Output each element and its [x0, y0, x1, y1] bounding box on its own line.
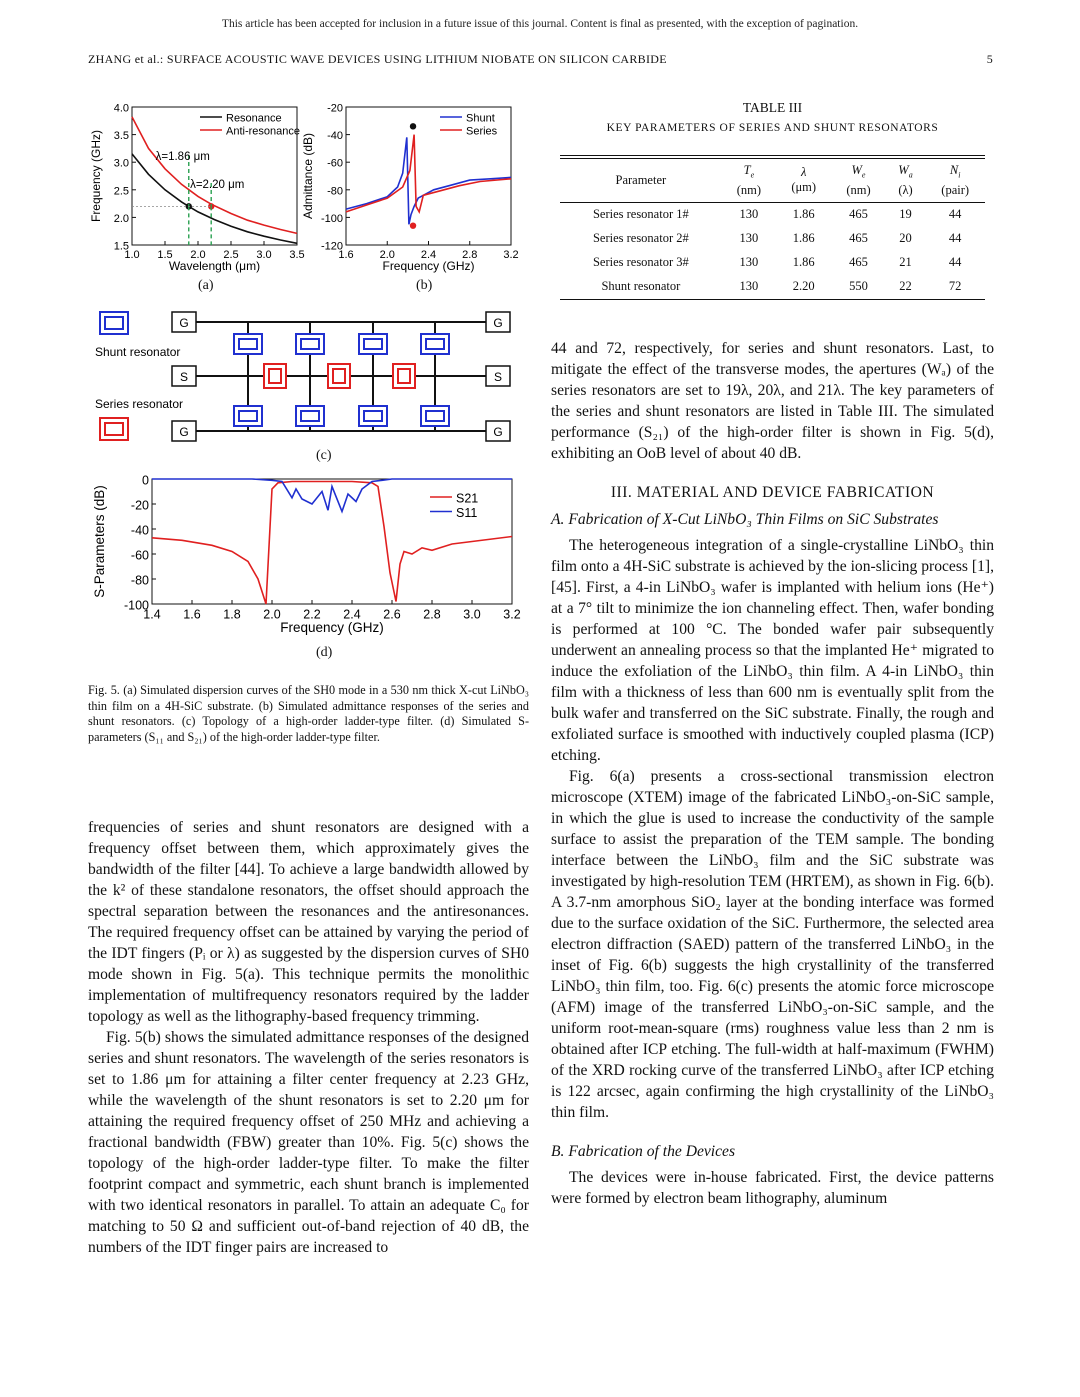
- left-column-body: [88, 817, 529, 1258]
- y-tick-label: 3.5: [113, 130, 129, 143]
- y-tick-label: 3.0: [113, 157, 129, 170]
- y-tick-label: 2.0: [113, 212, 129, 225]
- x-tick-label: 2.6: [383, 607, 401, 622]
- table3: [560, 155, 985, 300]
- series-resonator-3: [393, 364, 415, 388]
- series-line-series: [346, 135, 511, 212]
- shunt-resonator-legend-icon: [100, 312, 128, 334]
- x-tick-label: 1.8: [223, 607, 241, 622]
- series-resonator-2: [328, 364, 350, 388]
- page-number: 5: [986, 52, 993, 66]
- pad-g-bottom-left: [172, 421, 196, 441]
- figure5c-ladder-topology: [88, 300, 528, 468]
- x-tick-label: 1.5: [157, 249, 173, 261]
- table-row: Series resonator 1# 130 1.86 465 19 44: [592, 207, 962, 221]
- x-tick-label: 3.2: [503, 249, 519, 261]
- x-tick-label: 2.2: [303, 607, 321, 622]
- shunt-resonator-1-lower: [234, 406, 262, 426]
- table3-header-lambda: λ (μm): [791, 165, 817, 195]
- table3-header-we: $W_e$ (nm): [846, 163, 871, 197]
- legend-entry: Shunt: [466, 112, 495, 125]
- figure5d-sparameter-chart: [88, 465, 528, 645]
- legend-entry: Series: [466, 125, 498, 138]
- shunt-resonator-1-upper: [234, 334, 262, 354]
- x-tick-label: 3.2: [503, 607, 521, 622]
- y-tick-label: -120: [320, 240, 343, 253]
- figure5b-label: (b): [416, 278, 433, 293]
- y-tick-label: -100: [123, 598, 149, 613]
- x-tick-label: 2.0: [263, 607, 281, 622]
- y-tick-label: -80: [327, 185, 343, 198]
- legend-entry: S11: [456, 505, 478, 520]
- table-row: Series resonator 2# 130 1.86 465 20 44: [592, 231, 962, 245]
- shunt-resonator-3-upper: [359, 334, 387, 354]
- shunt-resonator-label: Shunt resonator: [95, 345, 181, 359]
- svg-text:S: S: [179, 370, 189, 384]
- svg-text:G: G: [493, 425, 503, 439]
- series-resonators: [264, 364, 415, 388]
- right-column-body: [551, 338, 994, 1209]
- svg-text:G: G: [179, 425, 189, 439]
- y-tick-label: -60: [327, 157, 343, 170]
- series-resonator-1: [264, 364, 286, 388]
- legend-entry: S21: [456, 491, 479, 506]
- y-tick-label: 4.0: [113, 102, 129, 115]
- shunt-resonator-4-lower: [421, 406, 449, 426]
- svg-text:S: S: [493, 370, 503, 384]
- x-tick-label: 3.0: [256, 249, 272, 261]
- table-row: Shunt resonator 130 2.20 550 22 72: [601, 279, 962, 293]
- y-tick-label: -20: [130, 498, 149, 513]
- figure5a-dispersion-chart: [88, 95, 310, 295]
- right-paragraph-2: The heterogeneous integration of a single-crystalline LiNbO₃ thin film onto a 4H-SiC substrate is achieved by the ion-slicing process [1], [45]. First, a 4-in LiNbO₃ wafer is implanted with helium ions (He⁺) at a 7° tilt to minimize the ion channeling effect. Then, wafer bonding is performed at 100 °C. The bonded wafer pair subsequently underwent an annealing process so that the implanted He⁺ migrated to induce the exfoliation of the LiNbO₃ thin film. A 4-in LiNbO₃ thin film with a thickness of less than 600 nm is eventually split from the bulk wafer and transferred on the SiC substrate. Finally, the rough and exfoliated surface is smoothed with inductively coupled plasma (ICP) etching.: [551, 537, 994, 764]
- pad-s-left: [172, 366, 196, 386]
- y-tick-label: -40: [130, 523, 149, 538]
- table3-subtitle: KEY PARAMETERS OF SERIES AND SHUNT RESONATORS: [606, 122, 939, 134]
- table3-header-wa: $W_a$ (λ): [898, 163, 913, 197]
- section-heading: III. MATERIAL AND DEVICE FABRICATION: [610, 484, 935, 501]
- y-axis-label: S-Parameters (dB): [92, 485, 107, 598]
- figure5c-label: (c): [316, 448, 332, 463]
- table3-header-parameter: Parameter: [615, 172, 667, 187]
- data-marker: [410, 222, 416, 228]
- series-resonator-legend-icon: [100, 418, 128, 440]
- figure5b-admittance-chart: [300, 95, 525, 295]
- x-tick-label: 1.6: [183, 607, 201, 622]
- shunt-resonator-2-upper: [296, 334, 324, 354]
- y-tick-label: 2.5: [113, 185, 129, 198]
- y-tick-label: -60: [130, 548, 149, 563]
- y-tick-label: 1.5: [113, 240, 129, 253]
- figure5a-label: (a): [198, 278, 214, 293]
- right-paragraph-3: Fig. 6(a) presents a cross-sectional transmission electron microscope (XTEM) image of the fabricated LiNbO₃-on-SiC sample, in which the glue is used to increase the conductivity of the sample surface to assist the preparation of the TEM sample. The bonding interface between the LiNbO₃ film and the SiC substrate was investigated by high-resolution TEM (HRTEM), as shown in Fig. 6(b). A 3.7-nm amorphous SiO₂ layer at the bonding interface was formed due to the surface oxidation of the SiC. Furthermore, the selected area electron diffraction (SAED) pattern of the transferred LiNbO₃ in the inset of Fig. 6(b) suggests the high crystallinity of the transferred LiNbO₃ thin film, too. Fig. 6(c) presents the atomic force microscope (AFM) image of the transferred LiNbO₃-on-SiC sample, and the uniform root-mean-square (rms) roughness value less than 2 nm is obtained after ICP etching. The full-width at half-maximum (FWHM) of the XRD rocking curve of the transferred LiNbO₃ after ICP etching is 122 arcsec, again confirming the high crystallinity of the LiNbO₃ thin film.: [551, 768, 994, 1121]
- right-paragraph-1: 44 and 72, respectively, for series and shunt resonators. Last, to mitigate the effect of the transverse modes, the apertures (Wₐ) of the series resonators are set to 19λ, 20λ, and 21λ. The key parameters of the series and shunt resonators are listed in Table III. The simulated performance (S₂₁) of the high-order filter is shown in Fig. 5(d), exhibiting an OoB level of about 40 dB.: [551, 340, 994, 462]
- shunt-resonator-4-upper: [421, 334, 449, 354]
- x-tick-label: 2.0: [190, 249, 206, 261]
- pad-g-bottom-right: [486, 421, 510, 441]
- series-resonator-label: Series resonator: [95, 397, 184, 411]
- subsection-a-heading: A. Fabrication of X-Cut LiNbO₃ Thin Films on SiC Substrates: [551, 511, 939, 528]
- figure5d-label: (d): [316, 645, 333, 660]
- series-line-resonance: [132, 154, 297, 243]
- x-axis-label: Frequency (GHz): [382, 259, 475, 273]
- legend-entry: Anti-resonance: [226, 125, 300, 138]
- pad-s-right: [486, 366, 510, 386]
- x-tick-label: 2.4: [343, 607, 361, 622]
- table-row: Series resonator 3# 130 1.86 465 21 44: [592, 255, 962, 269]
- wavelength-annotation: λ=2.20 μm: [190, 179, 245, 191]
- x-tick-label: 2.8: [462, 249, 478, 261]
- y-axis-label: Admittance (dB): [301, 132, 315, 220]
- y-axis-label: Frequency (GHz): [89, 129, 103, 223]
- x-tick-label: 2.8: [423, 607, 441, 622]
- wavelength-annotation: λ=1.86 μm: [155, 151, 210, 163]
- left-paragraph-1: frequencies of series and shunt resonators are designed with a frequency offset between them, which approximately gives the bandwidth of the filter [44]. To achieve a large bandwidth allowed by the k² of these standalone resonators, the offset should approach the spectral separation between the resonances and the antiresonances. The required frequency offset can be attained by varying the period of the IDT fingers (Pᵢ or λ) as suggested by the dispersion curves of SH0 mode shown in Fig. 5(a). This technique permits the monolithic implementation of multifrequency resonators required by the ladder topology as well as the lithography-based frequency trimming.: [88, 819, 529, 1025]
- table3-title: TABLE III: [742, 100, 803, 115]
- shunt-resonator-2-lower: [296, 406, 324, 426]
- table3-header-te: $T_e$ (nm): [736, 163, 762, 197]
- running-header: [88, 52, 993, 67]
- x-tick-label: 1.6: [338, 249, 354, 261]
- x-tick-label: 2.0: [379, 249, 395, 261]
- y-tick-label: -100: [320, 212, 343, 225]
- left-paragraph-2: Fig. 5(b) shows the simulated admittance responses of the designed series and shunt resonators. The wavelength of the series resonators is set to 1.86 μm for attaining a filter center frequency at 2.23 GHz, while the wavelength of the shunt resonators is set to 2.20 μm for attaining the required frequency offset of 250 MHz and achieving a fractional bandwidth (FBW) greater than 10%. Fig. 5(c) shows the topology of the high-order ladder-type filter. To make the filter footprint compact and symmetric, each shunt branch is implemented with two identical resonators in parallel. To attain an adequate C₀ for matching to 50 Ω and sufficient out-of-band rejection of 40 dB, the numbers of the IDT finger pairs are increased to: [88, 1029, 529, 1256]
- pad-g-top-left: [172, 312, 196, 332]
- svg-text:G: G: [179, 316, 189, 330]
- x-tick-label: 2.5: [223, 249, 239, 261]
- y-tick-label: -40: [327, 130, 343, 143]
- x-tick-label: 3.5: [289, 249, 305, 261]
- x-tick-label: 1.4: [143, 607, 161, 622]
- acceptance-notice: This article has been accepted for inclusion in a future issue of this journal. Content is final as presented, with the exception of pagination.: [221, 18, 859, 30]
- y-tick-label: -20: [327, 102, 343, 115]
- legend-entry: Resonance: [226, 112, 282, 125]
- figure5-caption: Fig. 5. (a) Simulated dispersion curves of the SH0 mode in a 530 nm thick X-cut LiNbO₃ thin film on a 4H-SiC substrate. (b) Simulated admittance responses of the series and shunt resonators. (c) Topology of a high-order ladder-type filter. (d) Simulated S-parameters (S₁₁ and S₂₁) of the high-order ladder-type filter.: [88, 683, 529, 744]
- x-tick-label: 2.4: [420, 249, 437, 261]
- running-title: ZHANG et al.: SURFACE ACOUSTIC WAVE DEVICES USING LITHIUM NIOBATE ON SILICON CARBIDE: [88, 52, 667, 66]
- data-marker: [410, 123, 416, 129]
- shunt-resonator-3-lower: [359, 406, 387, 426]
- y-tick-label: 0: [142, 473, 149, 488]
- subsection-b-heading: B. Fabrication of the Devices: [551, 1143, 736, 1160]
- x-tick-label: 1.0: [124, 249, 140, 261]
- pad-g-top-right: [486, 312, 510, 332]
- x-axis-label: Wavelength (μm): [168, 259, 261, 273]
- x-axis-label: Frequency (GHz): [280, 620, 384, 635]
- x-tick-label: 3.0: [463, 607, 481, 622]
- right-paragraph-4: The devices were in-house fabricated. First, the device patterns were formed by electron beam lithography, aluminum: [551, 1169, 994, 1207]
- y-tick-label: -80: [130, 573, 149, 588]
- table3-header-ni: $N_i$ (pair): [941, 163, 970, 197]
- svg-text:G: G: [493, 316, 503, 330]
